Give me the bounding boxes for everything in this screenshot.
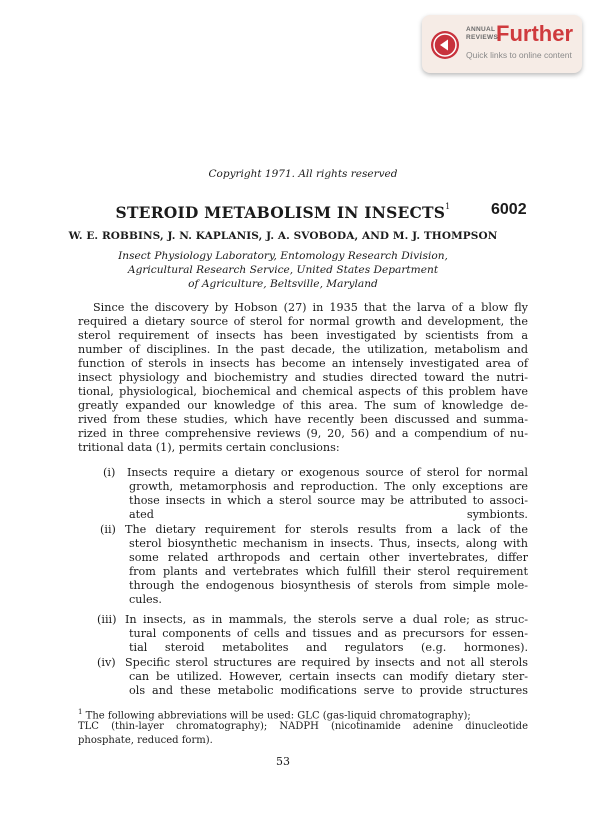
- copyright-line: Copyright 1971. All rights reserved: [208, 168, 398, 180]
- list-item-line: Insects require a dietary or exogenous source of sterol for normal: [127, 466, 528, 479]
- list-item-number: (iv): [97, 656, 116, 669]
- list-item-line: some related arthropods and certain other invertebrates, differ: [129, 551, 528, 564]
- back-arrow-icon[interactable]: [431, 31, 459, 59]
- annual-reviews-logo: [466, 26, 498, 41]
- list-item-line: Specific sterol structures are required by insects and not all sterols: [125, 656, 528, 669]
- list-item-line: In insects, as in mammals, the sterols serve a dual role; as struc-: [125, 613, 528, 626]
- footnote-line: TLC (thin-layer chromatography); NADPH (nicotinamide adenine dinucleotide: [78, 721, 528, 732]
- list-item-line: sterol biosynthetic mechanism in insects. Thus, insects, along with: [129, 537, 528, 550]
- paragraph-line: insect physiology and biochemistry and studies directed toward the nutri-: [78, 371, 528, 384]
- affiliation-line: Insect Physiology Laboratory, Entomology Research Division,: [118, 250, 448, 262]
- list-item-line: growth, metamorphosis and reproduction. The only exceptions are: [129, 480, 528, 493]
- further-badge[interactable]: [422, 15, 582, 73]
- paragraph-line: tritional data (1), permits certain conclusions:: [78, 441, 340, 454]
- list-item-line: through the endogenous biosynthesis of sterols from simple mole-: [129, 579, 528, 592]
- title-footnote-mark: 1: [445, 202, 451, 211]
- paragraph-line: greatly expanded our knowledge of this area. The sum of knowledge de-: [78, 399, 528, 412]
- footnote-text: The following abbreviations will be used: GLC (gas-liquid chromatography);: [85, 710, 471, 722]
- paragraph-line: rived from these studies, which have recently been discussed and summa-: [78, 413, 528, 426]
- paragraph-line: tional, physiological, biochemical and chemical aspects of this problem have: [78, 385, 528, 398]
- further-word: Further: [496, 21, 573, 46]
- list-item-line: from plants and vertebrates which fulfill their sterol requirement: [129, 565, 528, 578]
- annual-text: ANNUAL: [466, 26, 496, 33]
- list-item-number: (ii): [100, 523, 116, 536]
- list-item-line: cules.: [129, 593, 162, 606]
- article-title: [0, 203, 566, 222]
- paragraph-line: sterol requirement of insects has been investigated by scientists from a: [78, 329, 528, 342]
- affiliation-line: Agricultural Research Service, United States Department: [127, 264, 439, 276]
- list-item-line: The dietary requirement for sterols results from a lack of the: [125, 523, 528, 536]
- list-item-number: (iii): [97, 613, 117, 626]
- authors: W. E. ROBBINS, J. N. KAPLANIS, J. A. SVOBODA, AND M. J. THOMPSON: [68, 230, 498, 242]
- list-item-line: those insects in which a sterol source may be attributed to associ-: [129, 494, 528, 507]
- page-number: 53: [276, 755, 290, 768]
- paragraph-line: function of sterols in insects has become an intensely investigated area of: [78, 357, 528, 370]
- footnote-mark: 1: [78, 708, 83, 716]
- list-item-number: (i): [103, 466, 116, 479]
- article-code: 6002: [491, 201, 527, 218]
- affiliation-line: of Agriculture, Beltsville, Maryland: [188, 278, 378, 290]
- reviews-text: REVIEWS: [466, 33, 499, 41]
- list-item-line: ols and these metabolic modifications serve to provide structures: [129, 684, 528, 697]
- paragraph-line: rized in three comprehensive reviews (9, 20, 56) and a compendium of nu-: [78, 427, 528, 440]
- footnote-line: phosphate, reduced form).: [78, 735, 213, 746]
- further-tagline: Quick links to online content: [466, 50, 572, 60]
- list-item-line: ated symbionts.: [129, 508, 528, 521]
- title-text: STEROID METABOLISM IN INSECTS: [115, 203, 446, 222]
- list-item-line: tural components of cells and tissues and as precursors for essen-: [129, 627, 528, 640]
- list-item-line: tial steroid metabolites and regulators (e.g. hormones).: [129, 641, 528, 654]
- paragraph-line: required a dietary source of sterol for normal growth and development, the: [78, 315, 528, 328]
- paragraph-line: number of disciplines. In the past decade, the utilization, metabolism and: [78, 343, 528, 356]
- list-item-line: can be utilized. However, certain insects can modify dietary ster-: [129, 670, 528, 683]
- paragraph-line: Since the discovery by Hobson (27) in 1935 that the larva of a blow fly: [93, 301, 528, 314]
